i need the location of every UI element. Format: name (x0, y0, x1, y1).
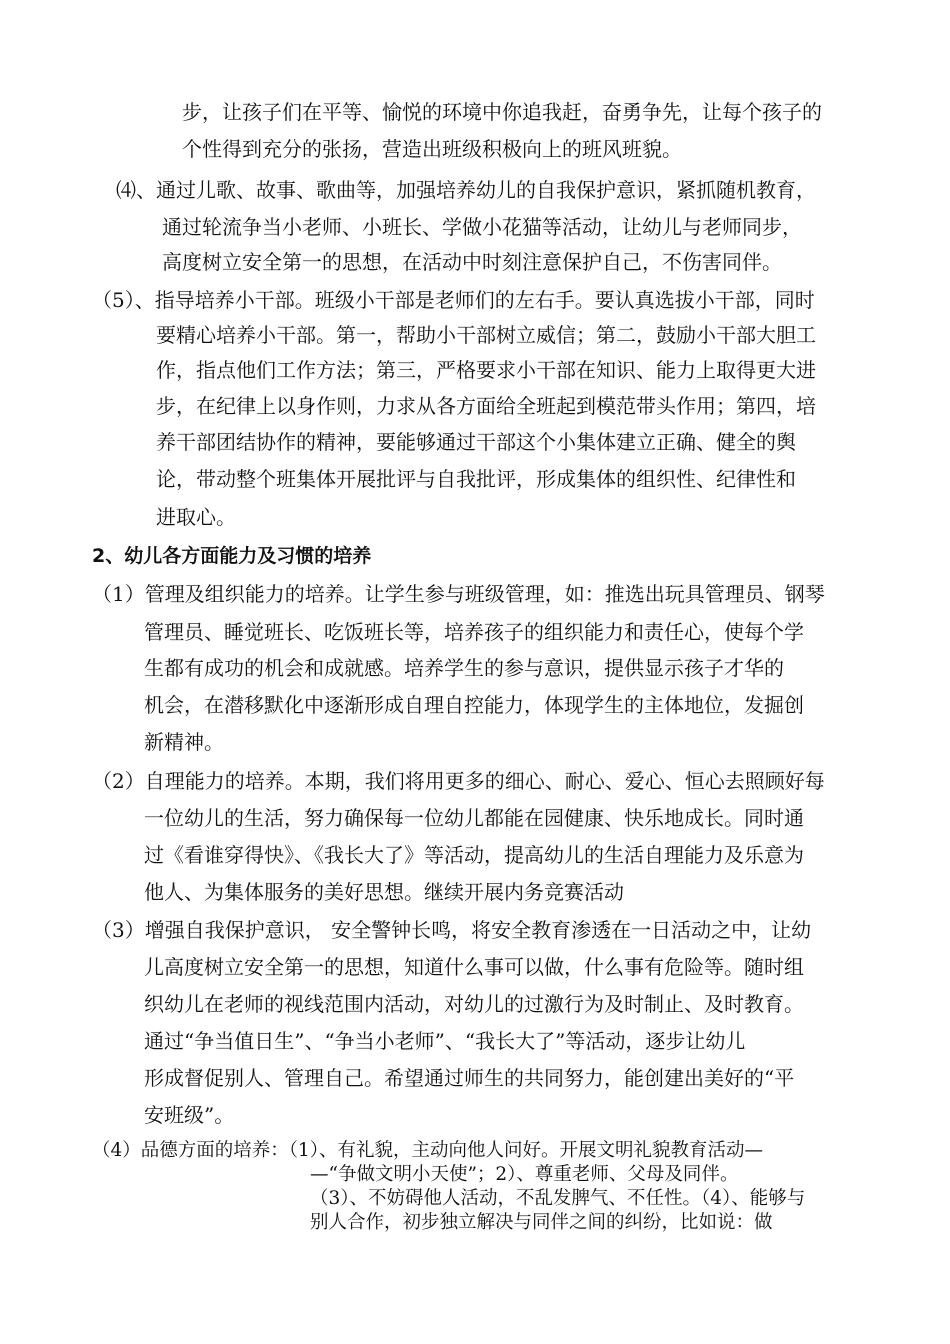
text-line: 养干部团结协作的精神，要能够通过干部这个小集体建立正确、健全的舆 (156, 430, 796, 454)
text-line: 生都有成功的机会和成就感。培养学生的参与意识，提供显示孩子才华的 (144, 656, 784, 680)
text-line: 别人合作，初步独立解决与同伴之间的纠纷，比如说：做 (310, 1212, 773, 1233)
text-line: 要精心培养小干部。第一，帮助小干部树立威信；第二，鼓励小干部大胆工 (156, 323, 816, 347)
text-line: 过《看谁穿得快》、《我长大了》等活动，提高幼儿的生活自理能力及乐意为 (144, 843, 804, 867)
text-line: 进取心。 (156, 505, 236, 529)
text-line: 步，让孩子们在平等、愉悦的环境中你追我赶，奋勇争先，让每个孩子的 (182, 100, 822, 124)
text-line: 作，指点他们工作方法；第三，严格要求小干部在知识、能力上取得更大进 (156, 358, 816, 382)
text-line: 儿高度树立安全第一的思想，知道什么事可以做，什么事有危险等。随时组 (144, 955, 804, 979)
text-line: 管理员、睡觉班长、吃饭班长等，培养孩子的组织能力和责任心，使每个学 (144, 620, 804, 644)
text-line: 一位幼儿的生活，努力确保每一位幼儿都能在园健康、快乐地成长。同时通 (144, 806, 804, 830)
text-line: （1）管理及组织能力的培养。让学生参与班级管理，如：推选出玩具管理员、钢琴 (92, 582, 825, 606)
text-line: （5）、指导培养小干部。班级小干部是老师们的左右手。要认真选拔小干部，同时 (92, 288, 815, 312)
text-line: —“争做文明小天使”；2）、尊重老师、父母及同伴。 (310, 1164, 739, 1185)
text-line: 机会，在潜移默化中逐渐形成自理自控能力，体现学生的主体地位，发掘创 (144, 693, 804, 717)
text-line: （2）自理能力的培养。本期，我们将用更多的细心、耐心、爱心、恒心去照顾好每 (92, 769, 825, 793)
text-line: 通过轮流争当小老师、小班长、学做小花猫等活动，让幼儿与老师同步， (162, 215, 802, 239)
text-line: 新精神。 (144, 730, 224, 754)
text-line: （3）增强自我保护意识， 安全警钟长鸣，将安全教育渗透在一日活动之中，让幼 (92, 918, 812, 942)
text-line: 形成督促别人、管理自己。希望通过师生的共同努力，能创建出美好的“平 (144, 1066, 795, 1090)
text-line: 高度树立安全第一的思想，在活动中时刻注意保护自己，不伤害同伴。 (162, 250, 782, 274)
text-line: 他人、为集体服务的美好思想。继续开展内务竞赛活动 (144, 880, 624, 904)
text-line: （4）品德方面的培养：（1）、有礼貌，主动向他人问好。开展文明礼貌教育活动— (92, 1140, 764, 1161)
text-line: 个性得到充分的张扬，营造出班级积极向上的班风班貌。 (182, 137, 682, 161)
text-line: 论，带动整个班集体开展批评与自我批评，形成集体的组织性、纪律性和 (156, 467, 796, 491)
text-line: 通过“争当值日生”、“争当小老师”、“我长大了”等活动，逐步让幼儿 (144, 1029, 746, 1053)
text-line: ⑷、通过儿歌、故事、歌曲等，加强培养幼儿的自我保护意识，紧抓随机教育， (116, 178, 816, 202)
text-line: （3）、不妨碍他人活动，不乱发脾气、不任性。（4）、能够与 (310, 1188, 806, 1209)
text-line: 步，在纪律上以身作则，力求从各方面给全班起到模范带头作用；第四，培 (156, 394, 816, 418)
section-heading: 2、幼儿各方面能力及习惯的培养 (92, 545, 372, 567)
text-line: 安班级”。 (144, 1103, 235, 1127)
text-line: 织幼儿在老师的视线范围内活动，对幼儿的过激行为及时制止、及时教育。 (144, 992, 804, 1016)
